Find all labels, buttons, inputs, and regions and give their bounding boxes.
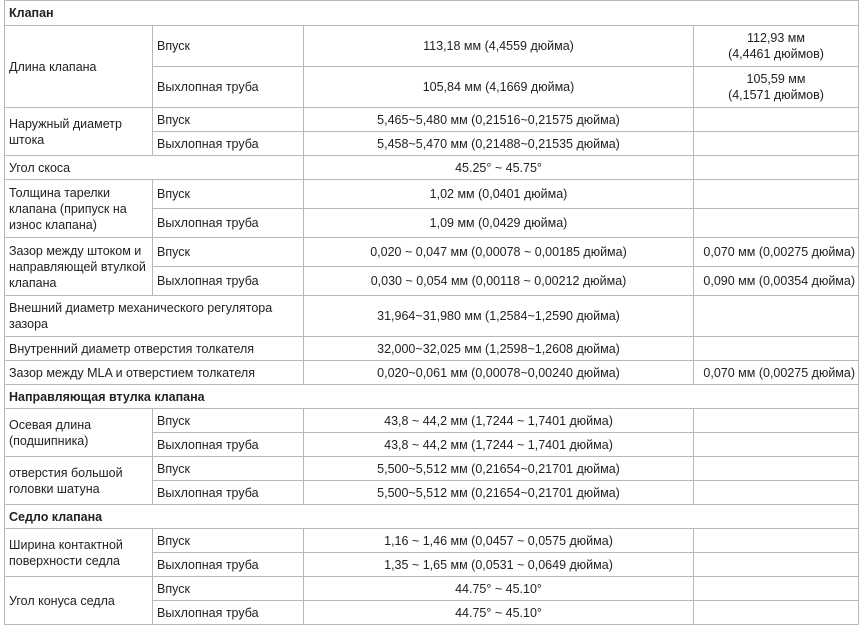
- limit-cell-empty: [694, 132, 859, 156]
- value-cell: 43,8 ~ 44,2 мм (1,7244 ~ 1,7401 дюйма): [304, 409, 694, 433]
- sub-label-exhaust: Выхлопная труба: [153, 601, 304, 625]
- param-label-mla-clearance: Зазор между MLA и отверстием толкателя: [5, 361, 304, 385]
- value-cell: 43,8 ~ 44,2 мм (1,7244 ~ 1,7401 дюйма): [304, 433, 694, 457]
- limit-cell-empty: [694, 180, 859, 209]
- param-label-bevel-angle: Угол скоса: [5, 156, 304, 180]
- section-title-guide: Направляющая втулка клапана: [5, 385, 859, 409]
- param-label-stem-clearance: Зазор между штоком и направляющей втулкой клапана: [5, 238, 153, 296]
- limit-cell-empty: [694, 577, 859, 601]
- value-cell: 44.75° ~ 45.10°: [304, 577, 694, 601]
- param-label-head-thickness: Толщина тарелки клапана (припуск на износ клапана): [5, 180, 153, 238]
- limit-cell-empty: [694, 156, 859, 180]
- param-label-contact-width: Ширина контактной поверхности седла: [5, 529, 153, 577]
- value-cell: 5,500~5,512 мм (0,21654~0,21701 дюйма): [304, 481, 694, 505]
- section-row-valve: [5, 1, 859, 26]
- value-cell: 32,000~32,025 мм (1,2598~1,2608 дюйма): [304, 337, 694, 361]
- sub-label-exhaust: Выхлопная труба: [153, 209, 304, 238]
- table-row: [5, 529, 859, 553]
- section-title-valve: Клапан: [5, 1, 859, 26]
- table-row: [5, 156, 859, 180]
- limit-cell-empty: [694, 529, 859, 553]
- sub-label-intake: Впуск: [153, 529, 304, 553]
- sub-label-intake: Впуск: [153, 238, 304, 267]
- table-row: [5, 180, 859, 209]
- sub-label-intake: Впуск: [153, 108, 304, 132]
- limit-cell-empty: [694, 296, 859, 337]
- value-cell: 5,500~5,512 мм (0,21654~0,21701 дюйма): [304, 457, 694, 481]
- value-cell: 113,18 мм (4,4559 дюйма): [304, 26, 694, 67]
- value-cell: 0,020 ~ 0,047 мм (0,00078 ~ 0,00185 дюйма): [304, 238, 694, 267]
- table-row: [5, 108, 859, 132]
- limit-cell-empty: [694, 409, 859, 433]
- sub-label-intake: Впуск: [153, 26, 304, 67]
- param-label-mla-od: Внешний диаметр механического регулятора зазора: [5, 296, 304, 337]
- table-row: [5, 361, 859, 385]
- limit-cell-empty: [694, 337, 859, 361]
- sub-label-exhaust: Выхлопная труба: [153, 553, 304, 577]
- table-row: [5, 337, 859, 361]
- limit-cell: [694, 67, 859, 108]
- value-cell: 1,16 ~ 1,46 мм (0,0457 ~ 0,0575 дюйма): [304, 529, 694, 553]
- value-cell: 1,35 ~ 1,65 мм (0,0531 ~ 0,0649 дюйма): [304, 553, 694, 577]
- sub-label-intake: Впуск: [153, 577, 304, 601]
- table-row: [5, 457, 859, 481]
- param-label-axial-length: Осевая длина (подшипника): [5, 409, 153, 457]
- limit-cell-empty: [694, 209, 859, 238]
- value-cell: 45.25° ~ 45.75°: [304, 156, 694, 180]
- table-row: [5, 409, 859, 433]
- limit-cell-empty: [694, 457, 859, 481]
- limit-cell-empty: [694, 553, 859, 577]
- sub-label-exhaust: Выхлопная труба: [153, 132, 304, 156]
- limit-cell-empty: [694, 481, 859, 505]
- limit-cell-empty: [694, 433, 859, 457]
- limit-cell: 0,070 мм (0,00275 дюйма): [694, 361, 859, 385]
- param-label-valve-length: Длина клапана: [5, 26, 153, 108]
- limit-cell: [694, 26, 859, 67]
- limit-cell-empty: [694, 108, 859, 132]
- param-label-bore-id: Внутренний диаметр отверстия толкателя: [5, 337, 304, 361]
- sub-label-exhaust: Выхлопная труба: [153, 481, 304, 505]
- sub-label-intake: Впуск: [153, 409, 304, 433]
- limit-line: 112,93 мм: [747, 31, 805, 45]
- table-row: [5, 238, 859, 267]
- value-cell: 31,964~31,980 мм (1,2584~1,2590 дюйма): [304, 296, 694, 337]
- value-cell: 105,84 мм (4,1669 дюйма): [304, 67, 694, 108]
- value-cell: 0,030 ~ 0,054 мм (0,00118 ~ 0,00212 дюйма): [304, 267, 694, 296]
- section-title-seat: Седло клапана: [5, 505, 859, 529]
- section-row-guide: [5, 385, 859, 409]
- param-label-big-end-bore: отверстия большой головки шатуна: [5, 457, 153, 505]
- table-row: [5, 577, 859, 601]
- sub-label-exhaust: Выхлопная труба: [153, 433, 304, 457]
- param-label-seat-angle: Угол конуса седла: [5, 577, 153, 625]
- limit-cell-empty: [694, 601, 859, 625]
- limit-line: 105,59 мм: [746, 72, 806, 86]
- limit-cell: 0,070 мм (0,00275 дюйма): [694, 238, 859, 267]
- value-cell: 0,020~0,061 мм (0,00078~0,00240 дюйма): [304, 361, 694, 385]
- value-cell: 5,465~5,480 мм (0,21516~0,21575 дюйма): [304, 108, 694, 132]
- limit-cell: 0,090 мм (0,00354 дюйма): [694, 267, 859, 296]
- valve-spec-table: [4, 0, 859, 625]
- sub-label-exhaust: Выхлопная труба: [153, 267, 304, 296]
- value-cell: 5,458~5,470 мм (0,21488~0,21535 дюйма): [304, 132, 694, 156]
- param-label-stem-od: Наружный диаметр штока: [5, 108, 153, 156]
- sub-label-exhaust: Выхлопная труба: [153, 67, 304, 108]
- value-cell: 44.75° ~ 45.10°: [304, 601, 694, 625]
- value-cell: 1,02 мм (0,0401 дюйма): [304, 180, 694, 209]
- sub-label-intake: Впуск: [153, 180, 304, 209]
- limit-line: (4,4461 дюймов): [728, 47, 824, 61]
- value-cell: 1,09 мм (0,0429 дюйма): [304, 209, 694, 238]
- table-row: [5, 26, 859, 67]
- sub-label-intake: Впуск: [153, 457, 304, 481]
- table-row: [5, 296, 859, 337]
- limit-line: (4,1571 дюймов): [728, 88, 824, 102]
- section-row-seat: [5, 505, 859, 529]
